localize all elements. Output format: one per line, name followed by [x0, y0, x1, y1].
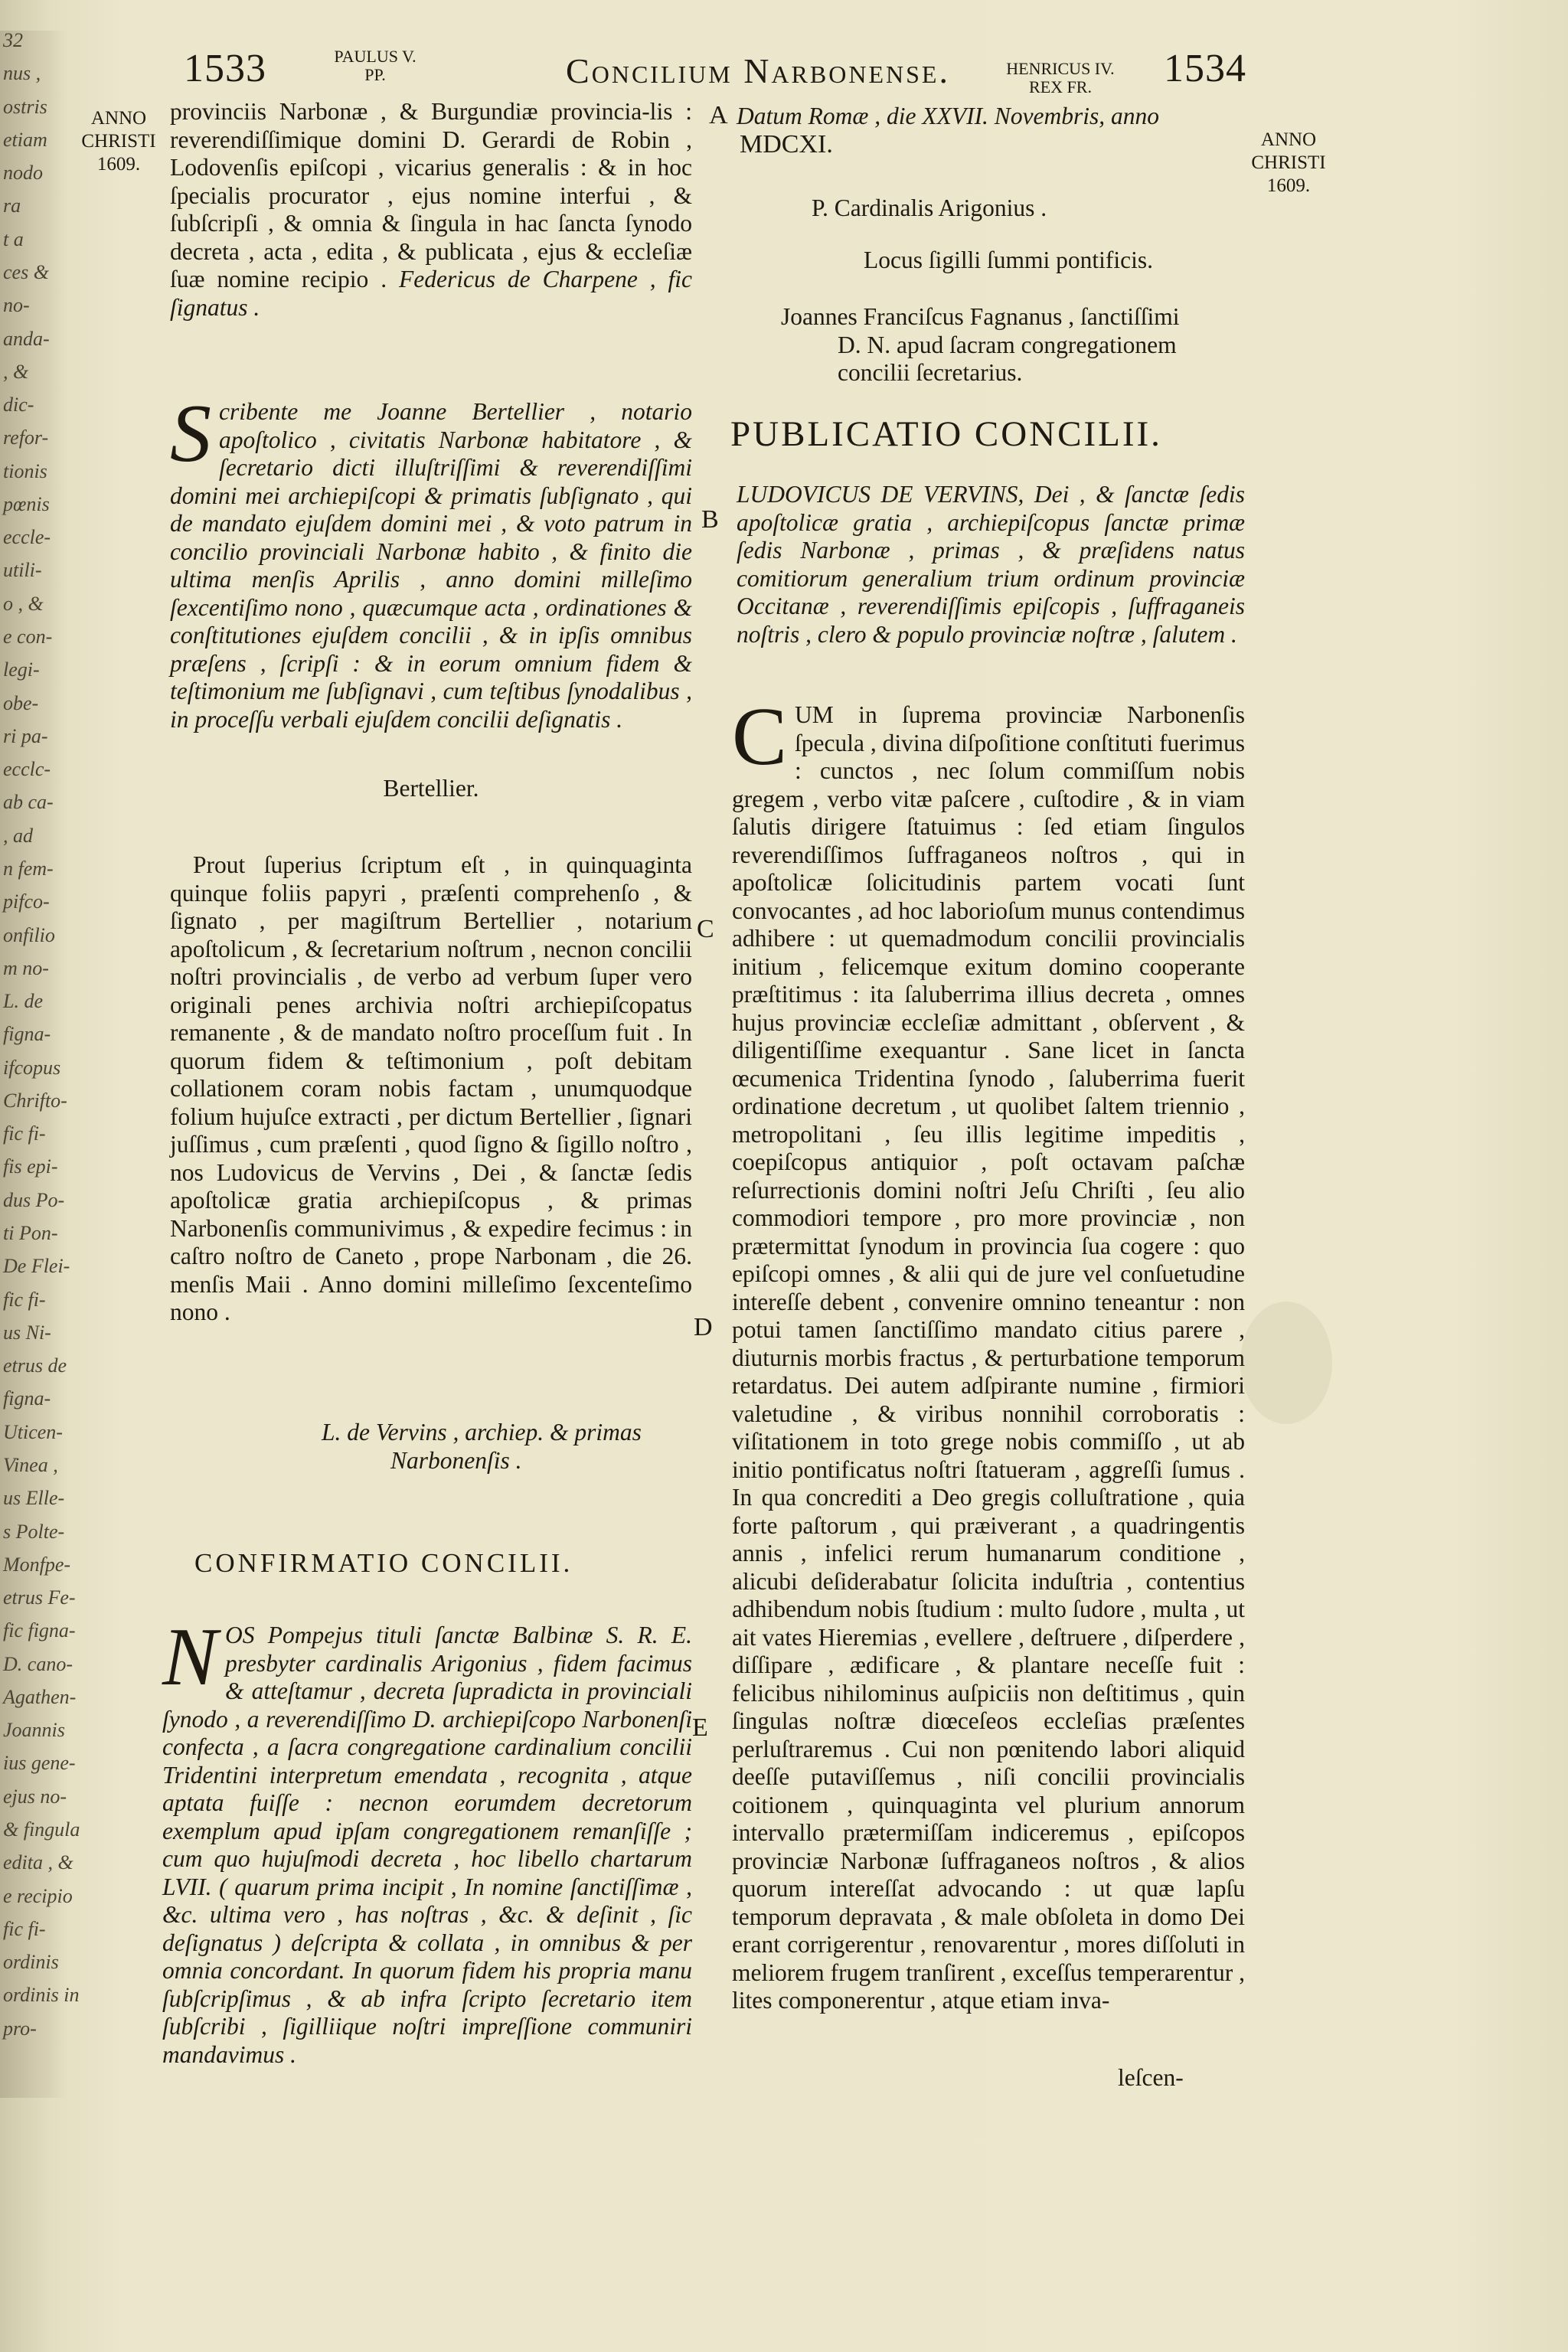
fagnanus-signature	[781, 303, 1256, 387]
bleed-fragment: ifcopus	[3, 1057, 61, 1079]
bleed-fragment: , ad	[3, 825, 33, 847]
datum-line-1: Datum Romæ , die XXVII. Novembris, anno	[737, 103, 1160, 129]
bleed-fragment: s Polte-	[3, 1521, 65, 1543]
bleed-fragment: nus ,	[3, 62, 41, 84]
bertellier-signature: Bertellier.	[383, 775, 479, 802]
section-letter-e: E	[692, 1713, 708, 1742]
bleed-fragment: figna-	[3, 1023, 51, 1045]
margin-note-line: 1609.	[96, 154, 141, 175]
bleed-fragment: eccle-	[3, 526, 51, 548]
margin-note-left	[77, 107, 161, 176]
confirmatio-text	[162, 1612, 692, 2069]
page-title: Concilium Narbonense.	[566, 51, 950, 90]
bertellier-statement-text: cribente me Joanne Bertellier , notario apoſtolico , civitatis Narbonæ habitatore , & ſecretario dicti illuſtriſſimi & reverendiſſimi domini mei archiepiſcopi & primatis ſubſignato , qui de mandato ejuſdem domini mei , & voto patrum in concilio provinciali Narbonæ habito , & finito die ultima menſis Aprilis , anno domini milleſimo ſexcentiſimo nono , quæcumque acta , ordinationes & conſtitutiones ejuſdem concilii , & in ipſis omnibus præſens , ſcripſi : & in eorum omnium fidem & teſtimonium me ſubſignavi , cum teſtibus ſynodalibus , in proceſſu verbali ejuſdem concilii deſignatis .	[170, 398, 692, 733]
confirmatio-heading: CONFIRMATIO CONCILII.	[194, 1548, 573, 1578]
publicatio-body-text: UM in ſuprema provinciæ Narbonenſis ſpecula , divina diſpoſitione conſtituti fuerimus : cunctos , nec ſolum commiſſum nobis gregem , verbo vitæ paſcere , cuſtodire , & in viam ſalutis dirigere ſtatuimus : ſed etiam ſingulos reverendiſſimos ſuffraganeos noſtros , qui in apoſtolicæ ſolicitudinis partem vocati ſunt convocantes , ad hoc laborioſum munus contendimus adhibere : ut quemadmodum concilii provincialis initium , felicemque exitum domino cooperante præſtitimus : ita ſaluberrima illius decreta , omnes hujus provinciæ eccleſiæ admittant , obſervent , & diligentiſſime exequantur . Sane licet in ſancta œcumenica Tridentina ſynodo , ſaluberrima fuerit ordinatione decretum , ut quolibet ſaltem triennio , metropolitani , ſeu illis legitime impeditis , coepiſcopus antiquior , poſt octavam paſchæ reſurrectionis domini noſtri Jeſu Chriſti , ſeu alio commodiori tempore , pro more provinciæ , non prætermittat ſynodum in provincia ſua cogere : quo epiſcopi omnes , & alii qui de jure vel conſuetudine intereſſe debent , convenire omnino teneantur : non potui tamen ſanctiſſimo mandato citius parere , diuturnis morbis fractus , & perturbatione temporum retardatus. Dei autem adſpirante numine , firmiori valetudine , & viribus nonnihil corroboratis : viſitationem in toto grege nobis commiſſo , ut ab initio pontificatus noſtri ſtatueram , aggreſſi ſumus . In qua concrediti a Deo gregis colluſtratione , quia forte paſtorum , qui præiverant , a quadringentis annis , infelici rerum humanarum conditione , alicubi deſiderabatur ſolicita induſtria , contentius adhibendum nobis ſtudium : multo ſudore , multa , ut ait vates Hieremias , evellere , deſtruere , diſperdere , diſſipare , ædificare , & plantare neceſſe fuit : felicibus nihilominus auſpiciis non deſtitimus , quin ſingulas noſtræ diœceſeos eccleſias præſentes perluſtraremus . Cui non pœnitendo labori aliquid deeſſe putaviſſemus , niſi concilii provincialis coitionem , quinquaginta vel plurium annorum intervallo prætermiſſam indiceremus , epiſcopos provinciæ Narbonæ ſuffraganeos noſtros , & alios quorum intereſſat advocando : ut quæ lapſu temporum depravata , & male obſoleta in domo Dei erant corrigerentur , renovarentur , mores diſſoluti in meliorem frugem tranſirent , exceſſus temperarentur , lites componerentur , atque etiam inva-	[732, 701, 1245, 2014]
bleed-fragment: pifco-	[3, 890, 50, 913]
pope-name: PAULUS V.	[334, 47, 416, 66]
paper-stain	[1240, 1302, 1332, 1424]
bleed-fragment: e con-	[3, 626, 53, 648]
bleed-fragment: fis epi-	[3, 1155, 58, 1178]
bleed-fragment: ra	[3, 194, 21, 217]
bleed-fragment: ius gene-	[3, 1752, 76, 1774]
bleed-fragment: dus Po-	[3, 1189, 65, 1211]
bleed-fragment: pro-	[3, 2017, 37, 2040]
locus-sigilli: Locus ſigilli ſummi pontificis.	[864, 247, 1153, 273]
procurator-signature: Federicus de Charpene , fic ſignatus .	[170, 266, 693, 321]
bleed-fragment: ostris	[3, 96, 47, 118]
king-name: HENRICUS IV.	[1006, 59, 1115, 78]
bleed-fragment: Agathen-	[3, 1686, 77, 1708]
fagnanus-line-2: D. N. apud ſacram congregationem	[838, 331, 1177, 358]
bleed-fragment: us Ni-	[3, 1321, 51, 1344]
bleed-fragment: m no-	[3, 957, 49, 979]
bleed-fragment: no-	[3, 294, 30, 316]
bertellier-statement	[170, 388, 692, 733]
bleed-fragment: o , &	[3, 593, 44, 615]
margin-note-line: ANNO	[1260, 129, 1317, 150]
section-letter-c: C	[697, 915, 714, 943]
vervins-signature-line-2: Narbonenſis .	[390, 1447, 522, 1474]
right-page-number: 1534	[1164, 47, 1246, 90]
margin-note-line: 1609.	[1266, 175, 1311, 196]
bleed-fragment: 32	[3, 29, 23, 51]
publicatio-body	[732, 691, 1245, 2015]
dropcap-n: N	[162, 1612, 218, 1703]
margin-note-line: ANNO	[90, 108, 147, 129]
bleed-fragment: ecclc-	[3, 758, 51, 780]
bleed-fragment: L. de	[3, 990, 43, 1012]
bleed-fragment: onfilio	[3, 924, 55, 946]
bleed-fragment: dic-	[3, 394, 34, 416]
procurator-text: provinciis Narbonæ , & Burgundiæ provincia-lis : reverendiſſimique domini D. Gerardi de Robin , Lodovenſis epiſcopi , vicarius generalis : & in hoc ſpecialis procurator , ejus nomine interfui , & ſubſcripſi , & omnia & ſingula in hac ſancta ſynodo decreta , acta , edita , & publicata , ejus & eccleſiæ ſuæ nomine recipio .	[170, 98, 692, 292]
bleed-fragment: , &	[3, 361, 29, 383]
section-letter-a: A	[709, 101, 728, 129]
confirmatio-body: OS Pompejus tituli ſanctæ Balbinæ S. R. E. presbyter cardinalis Arigonius , fidem facimus & atteſtamur , decreta ſupradicta in provinciali ſynodo , a reverendiſſimo D. archiepiſcopo Narbonenſi confecta , a ſacra congregatione cardinalium concilii Tridentini interpretum emendata , recognita , atque aptata fuiſſe : necnon eorumdem decretorum exemplum apud ipſam congregationem remanſiſſe ; cum quo hujuſmodi decreta , hoc libello chartarum LVII. ( quarum prima incipit , In nomine ſanctiſſimæ , &c. ultima vero , has noſtras , &c. & deſinit , ſic deſignatus ) deſcripta & collata , in omnibus & per omnia concordant. In quorum fidem his propria manu ſubſcripſimus , & ab infra ſcripto ſecretario item ſubſcribi , ſigilliique noſtri impreſſione communiri mandavimus .	[162, 1622, 692, 2068]
king-title: REX FR.	[1029, 77, 1092, 96]
margin-note-line: CHRISTI	[81, 131, 156, 152]
bleed-fragment: ejus no-	[3, 1785, 67, 1808]
bleed-fragment: n fem-	[3, 858, 54, 880]
datum-year: MDCXI.	[740, 129, 833, 158]
datum-line	[737, 103, 1245, 158]
dropcap-s: S	[170, 388, 211, 479]
bleed-fragment: De Flei-	[3, 1255, 70, 1277]
margin-note-right	[1246, 129, 1331, 198]
king-label	[995, 60, 1125, 96]
bleed-fragment: etrus de	[3, 1354, 67, 1377]
fagnanus-line-3: concilii ſecretarius.	[838, 359, 1023, 386]
bleed-fragment: ordinis	[3, 1951, 59, 1973]
bleed-fragment: pœnis	[3, 493, 50, 515]
bleed-fragment: e recipio	[3, 1885, 73, 1907]
fagnanus-line-1: Joannes Franciſcus Fagnanus , ſanctiſſimi	[781, 303, 1180, 330]
pope-label	[322, 47, 429, 84]
pope-title: PP.	[364, 65, 386, 84]
bleed-fragment: ti Pon-	[3, 1222, 58, 1244]
bleed-fragment: tionis	[3, 460, 47, 482]
bleed-fragment: etrus Fe-	[3, 1586, 76, 1609]
bleed-fragment: fic fi-	[3, 1289, 46, 1311]
margin-note-line: CHRISTI	[1251, 152, 1326, 173]
bleed-fragment: ri pa-	[3, 725, 48, 747]
bleed-fragment: obe-	[3, 692, 39, 714]
left-page-number: 1533	[184, 47, 266, 90]
bleed-fragment: etiam	[3, 129, 47, 151]
vervins-signature	[322, 1418, 689, 1475]
dropcap-c: C	[732, 691, 788, 782]
bleed-fragment: Chrifto-	[3, 1089, 67, 1112]
bleed-fragment: t a	[3, 228, 24, 250]
catchword: leſcen-	[1118, 2064, 1184, 2091]
bleed-fragment: anda-	[3, 328, 50, 350]
bleed-fragment: ordinis in	[3, 1984, 80, 2006]
bleed-fragment: Monfpe-	[3, 1553, 71, 1576]
bleed-fragment: fic fi-	[3, 1122, 46, 1145]
bleed-fragment: us Elle-	[3, 1487, 65, 1509]
bleed-fragment: ces &	[3, 261, 49, 283]
ludovicus-salutation: LUDOVICUS DE VERVINS, Dei , & ſanctæ ſedis apoſtolicæ gratia , archiepiſcopus ſanctæ primæ ſedis Narbonæ , primas , & præſidens natus comitiorum generalium trium ordinum provinciæ Occitanæ , reverendiſſimis epiſcopis , ſuffraganeis noſtris , clero & populo provinciæ noſtræ , ſalutem .	[737, 481, 1245, 648]
bleed-fragment: & fingula	[3, 1818, 80, 1841]
bleed-fragment: Uticen-	[3, 1421, 63, 1443]
bleed-fragment: fic fi-	[3, 1918, 46, 1940]
bleed-fragment: Vinea ,	[3, 1454, 58, 1476]
vervins-signature-line-1: L. de Vervins , archiep. & primas	[322, 1419, 642, 1446]
bleed-fragment: D. cano-	[3, 1653, 73, 1675]
bleed-fragment: figna-	[3, 1387, 51, 1410]
bleed-fragment: ab ca-	[3, 791, 54, 813]
section-letter-d: D	[694, 1313, 713, 1341]
bleed-fragment: Joannis	[3, 1719, 65, 1741]
bleed-fragment: refor-	[3, 426, 49, 449]
bleed-fragment: legi-	[3, 658, 40, 681]
left-paragraph-3: Prout ſuperius ſcriptum eſt , in quinquaginta quinque foliis papyri , præſenti comprehenſo , & ſignato , per magiſtrum Bertellier , notarium apoſtolicum , & ſecretarium noſtrum , necnon concilii noſtri provincialis , de verbo ad verbum ſuper vero originali penes archivia noſtri archiepiſcopatus remanente , & de mandato noſtro proceſſum fuit . In quorum fidem & teſtimonium , poſt debitam collationem coram nobis factam , unumquodque folium hujuſce extracti , per dictum Bertellier , ſignari juſſimus , cum præſenti , quod ſigno & ſigillo noſtro , nos Ludovicus de Vervins , Dei , & ſanctæ ſedis apoſtolicæ gratia archiepiſcopus , & primas Narbonenſis communivimus , & expedire fecimus : in caſtro noſtro de Caneto , prope Narbonam , die 26. menſis Maii . Anno domini milleſimo ſexcenteſimo nono .	[170, 851, 692, 1325]
left-paragraph-1	[170, 98, 692, 322]
publicatio-heading: PUBLICATIO CONCILII.	[730, 414, 1162, 454]
bleed-fragment: nodo	[3, 162, 43, 184]
bleed-fragment: fic figna-	[3, 1619, 76, 1642]
cardinal-arigonius: P. Cardinalis Arigonius .	[812, 194, 1047, 221]
bleed-fragment: edita , &	[3, 1851, 74, 1873]
facing-page-bleed	[0, 29, 80, 2098]
section-letter-b: B	[701, 505, 719, 534]
bleed-fragment: utili-	[3, 559, 42, 581]
